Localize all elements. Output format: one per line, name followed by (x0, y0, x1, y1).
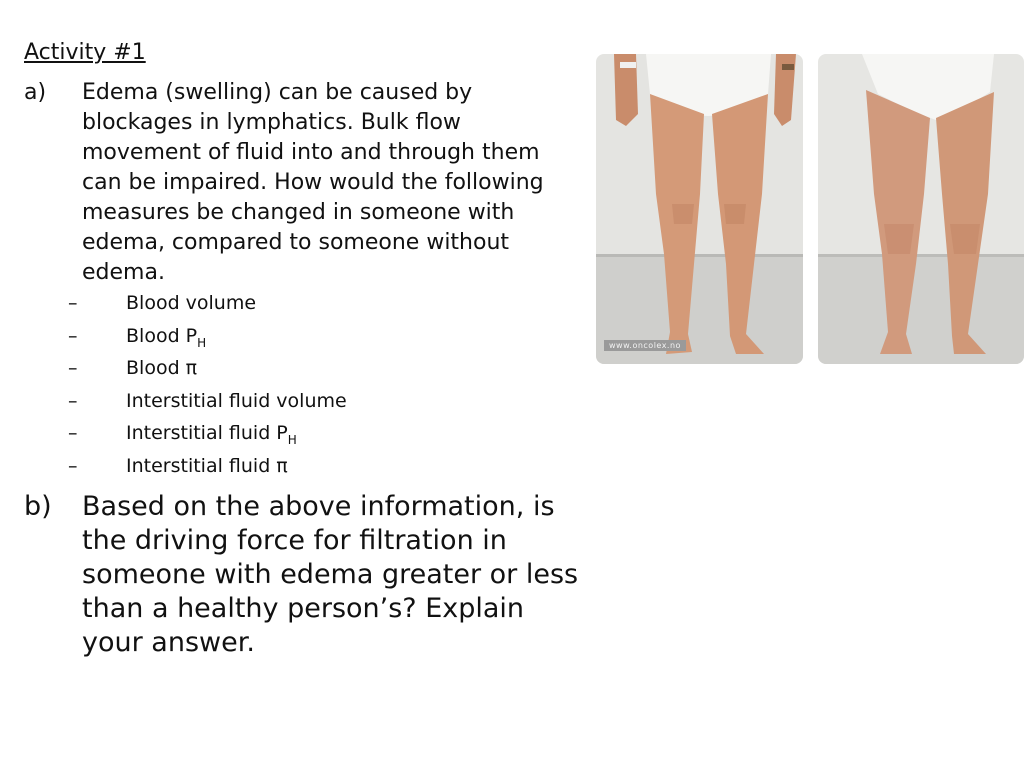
question-a-marker: a) (24, 80, 47, 105)
subscript: H (197, 335, 207, 350)
measure-label: Interstitial fluid volume (126, 389, 347, 412)
question-b-text: Based on the above information, is the driving force for filtration in someone with edema greater or less than a healthy person’s? Explain your answer. (82, 491, 579, 658)
legs-back-photo (818, 54, 1024, 364)
legs-front-photo (596, 54, 803, 364)
measure-label: Interstitial fluid π (126, 454, 288, 477)
legs-back-illustration (818, 54, 1024, 364)
measure-label: Blood π (126, 357, 198, 379)
measure-label: Blood $P_H$ (126, 324, 207, 350)
measure-label: Interstitial fluid $P_H$ (126, 422, 297, 447)
bullet-dash: – (68, 292, 78, 314)
question-a-text: Edema (swelling) can be caused by blockages in lymphatics. Bulk flow movement of fluid into and through them can be impaired. How would the following measures be changed in someone with edema, compared to someone without edema. (82, 80, 544, 285)
bullet-dash: – (68, 357, 78, 379)
bullet-dash: – (68, 389, 78, 412)
photo-watermark: www.oncolex.no (604, 340, 686, 351)
bullet-dash: – (68, 422, 78, 444)
activity-title: Activity #1 (24, 40, 146, 65)
legs-front-illustration (596, 54, 803, 364)
bullet-dash: – (68, 324, 78, 347)
measure-label: Blood volume (126, 292, 257, 314)
subscript: H (287, 433, 297, 447)
bullet-dash: – (68, 454, 78, 477)
question-b-marker: b) (24, 491, 52, 522)
